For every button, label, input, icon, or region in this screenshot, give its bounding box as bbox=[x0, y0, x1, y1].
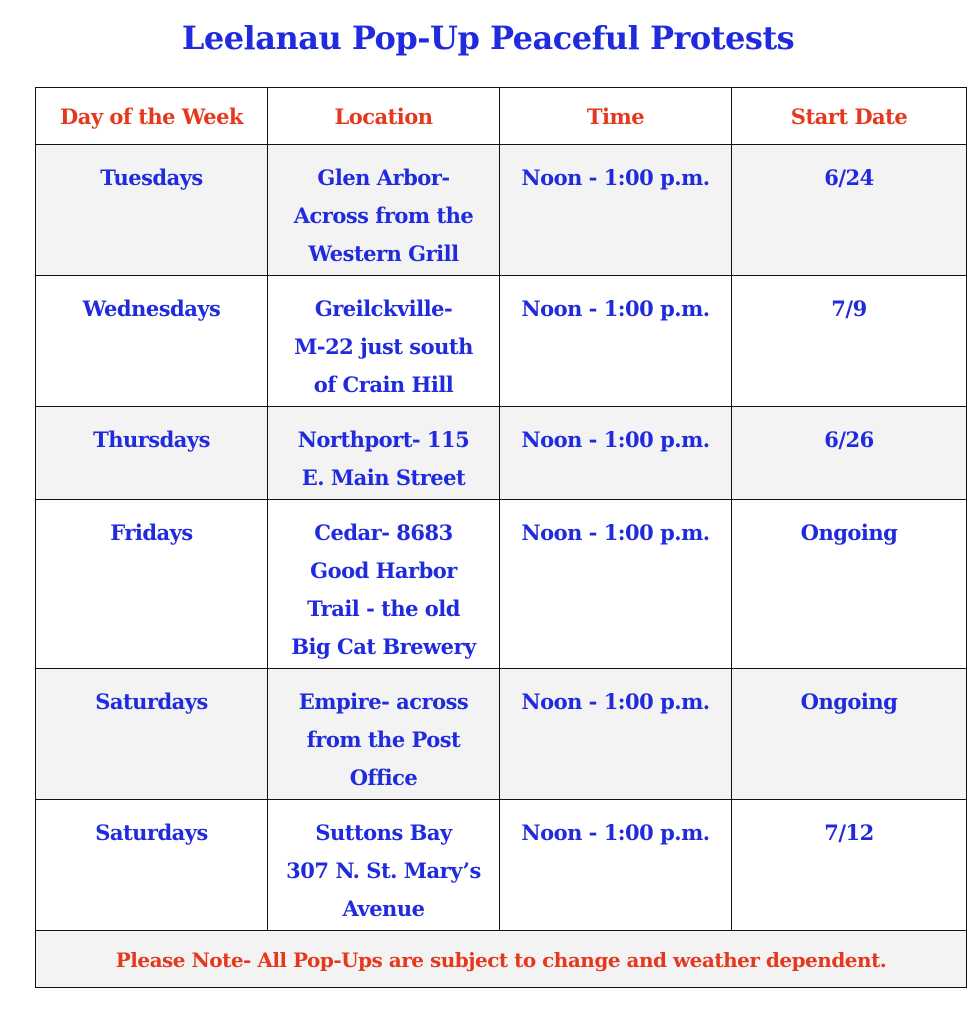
cell-start-date: Ongoing bbox=[732, 500, 967, 669]
cell-day: Fridays bbox=[36, 500, 268, 669]
location-line: Empire- across bbox=[298, 689, 469, 714]
cell-location bbox=[268, 276, 500, 407]
cell-time: Noon - 1:00 p.m. bbox=[500, 800, 732, 931]
table-row bbox=[36, 800, 967, 931]
table-row bbox=[36, 407, 967, 500]
cell-time: Noon - 1:00 p.m. bbox=[500, 407, 732, 500]
note-text: Please Note- All Pop-Ups are subject to change and weather dependent. bbox=[36, 931, 967, 988]
location-line: Trail - the old bbox=[307, 596, 460, 621]
cell-location bbox=[268, 669, 500, 800]
cell-day: Saturdays bbox=[36, 669, 268, 800]
table-row bbox=[36, 145, 967, 276]
cell-location bbox=[268, 500, 500, 669]
cell-start-date: 6/26 bbox=[732, 407, 967, 500]
cell-time: Noon - 1:00 p.m. bbox=[500, 669, 732, 800]
cell-time: Noon - 1:00 p.m. bbox=[500, 500, 732, 669]
header-location: Location bbox=[268, 88, 500, 145]
location-line: Glen Arbor- bbox=[317, 165, 450, 190]
header-time: Time bbox=[500, 88, 732, 145]
cell-location bbox=[268, 145, 500, 276]
cell-start-date: 6/24 bbox=[732, 145, 967, 276]
location-line: E. Main Street bbox=[301, 465, 466, 490]
location-line: 307 N. St. Mary’s bbox=[286, 858, 481, 883]
location-line: Big Cat Brewery bbox=[291, 634, 476, 659]
header-day: Day of the Week bbox=[36, 88, 268, 145]
location-line: Greilckville- bbox=[314, 296, 453, 321]
location-line: Good Harbor bbox=[310, 558, 457, 583]
note-row bbox=[36, 931, 967, 988]
table-header-row bbox=[36, 88, 967, 145]
cell-start-date: Ongoing bbox=[732, 669, 967, 800]
table-row bbox=[36, 669, 967, 800]
location-line: Office bbox=[349, 765, 418, 790]
page-title: Leelanau Pop-Up Peaceful Protests bbox=[181, 19, 795, 57]
cell-day: Tuesdays bbox=[36, 145, 268, 276]
location-line: Across from the bbox=[293, 203, 474, 228]
location-line: Avenue bbox=[342, 896, 425, 921]
header-start-date: Start Date bbox=[732, 88, 967, 145]
cell-time: Noon - 1:00 p.m. bbox=[500, 276, 732, 407]
location-line: M-22 just south bbox=[294, 334, 473, 359]
cell-day: Thursdays bbox=[36, 407, 268, 500]
cell-time: Noon - 1:00 p.m. bbox=[500, 145, 732, 276]
schedule-table bbox=[35, 87, 967, 988]
location-line: from the Post bbox=[306, 727, 461, 752]
cell-day: Saturdays bbox=[36, 800, 268, 931]
cell-start-date: 7/12 bbox=[732, 800, 967, 931]
cell-day: Wednesdays bbox=[36, 276, 268, 407]
table-row bbox=[36, 276, 967, 407]
location-line: Northport- 115 bbox=[297, 427, 470, 452]
location-line: Cedar- 8683 bbox=[314, 520, 453, 545]
table-row bbox=[36, 500, 967, 669]
cell-start-date: 7/9 bbox=[732, 276, 967, 407]
location-line: Western Grill bbox=[308, 241, 459, 266]
location-line: Suttons Bay bbox=[315, 820, 452, 845]
cell-location bbox=[268, 407, 500, 500]
location-line: of Crain Hill bbox=[313, 372, 454, 397]
cell-location bbox=[268, 800, 500, 931]
